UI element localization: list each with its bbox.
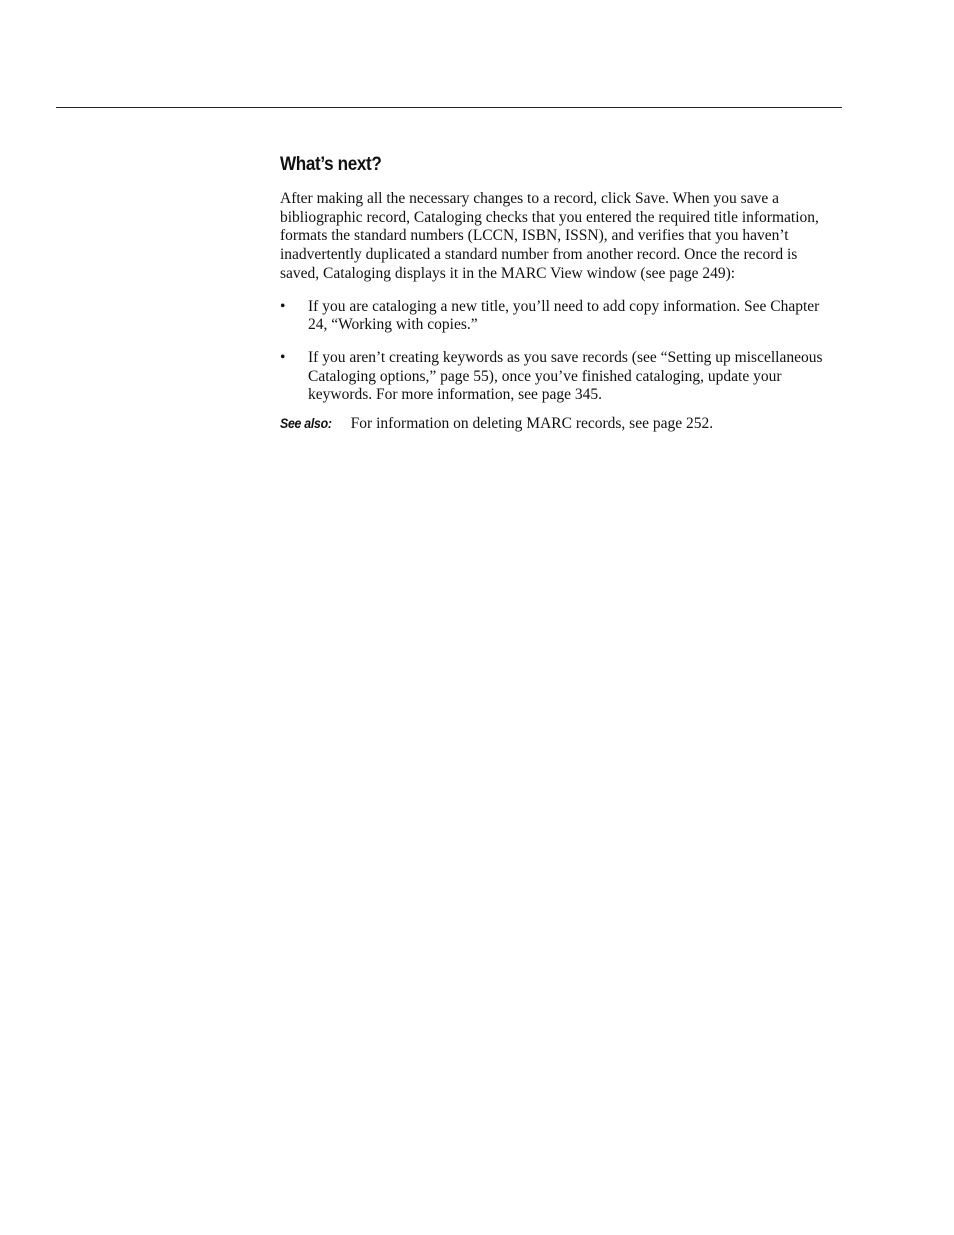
list-item-text: If you aren’t creating keywords as you save records (see “Setting up miscellaneous Cataloging options,” page 55), once you’ve finished cataloging, update your keywords. For more information, see page 345.	[308, 348, 823, 404]
section-content	[280, 152, 840, 434]
list-item-text: If you are cataloging a new title, you’ll need to add copy information. See Chapter 24, “Working with copies.”	[308, 297, 820, 334]
header-rule	[56, 107, 842, 108]
bullet-list	[280, 298, 840, 406]
bullet-icon: •	[280, 348, 286, 366]
section-heading: What’s next?	[280, 154, 382, 175]
list-item	[280, 298, 840, 335]
bullet-icon: •	[280, 297, 286, 315]
see-also-label: See also:	[280, 415, 332, 432]
see-also-text: For information on deleting MARC records, see page 252.	[350, 415, 714, 433]
list-item	[280, 349, 840, 405]
intro-paragraph: After making all the necessary changes to a record, click Save. When you save a bibliographic record, Cataloging checks that you entered the required title information, formats the standard numbers (LCCN, ISBN, ISSN), and verifies that you haven’t inadvertently duplicated a standard number from another record. Once the record is saved, Cataloging displays it in the MARC View window (see page 249):	[280, 190, 819, 282]
see-also-note	[280, 414, 840, 434]
